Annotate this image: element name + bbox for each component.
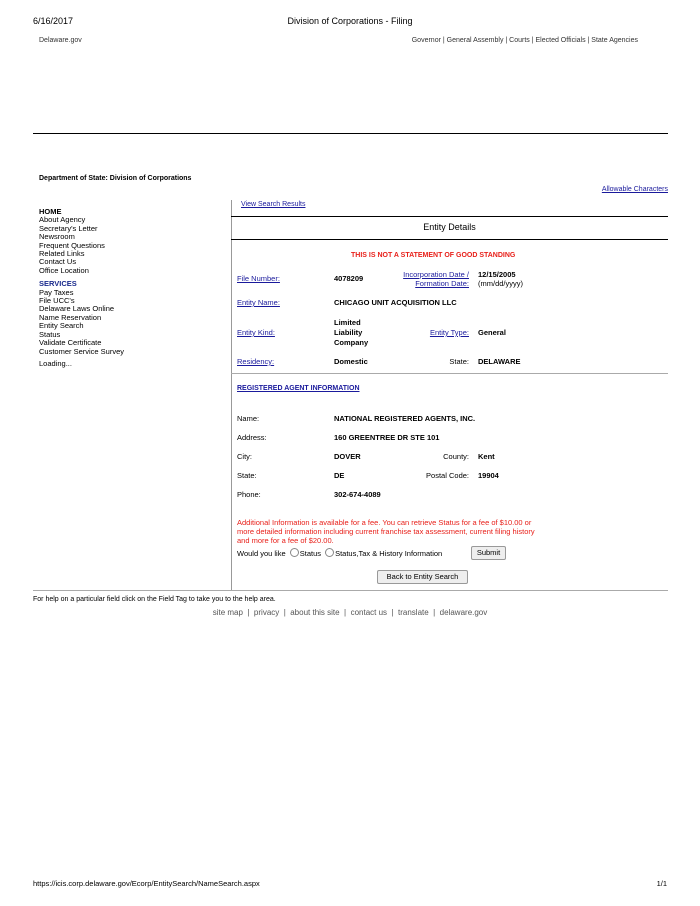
footer-rule [33, 590, 668, 591]
agent-phone-value: 302-674-4089 [334, 490, 381, 499]
agent-county-label: County: [443, 452, 469, 461]
sidebar-item-survey[interactable]: Customer Service Survey [39, 346, 125, 356]
incorporation-date-label-1[interactable]: Incorporation Date / [403, 270, 469, 279]
sidebar-item-status[interactable]: Status [39, 329, 61, 339]
registered-agent-heading[interactable]: REGISTERED AGENT INFORMATION [237, 385, 360, 392]
agent-city-value: DOVER [334, 452, 361, 461]
services-heading: SERVICES [39, 279, 77, 289]
delaware-gov-footer-link[interactable]: delaware.gov [439, 608, 488, 617]
status-option-label: Status [299, 549, 321, 558]
section-rule [231, 373, 668, 374]
sidebar-item-newsroom[interactable]: Newsroom [39, 232, 75, 242]
entity-type-label[interactable]: Entity Type: [429, 328, 469, 337]
view-search-results-link[interactable]: View Search Results [241, 201, 306, 208]
top-links: Governor | General Assembly | Courts | Elected Officials | State Agencies [411, 37, 638, 44]
governor-link[interactable]: Governor [411, 37, 441, 44]
heading-top-rule [231, 216, 668, 217]
submit-button[interactable]: Submit [471, 546, 506, 560]
heading-bottom-rule [231, 239, 668, 240]
about-site-link[interactable]: about this site [290, 608, 340, 617]
status-radio[interactable] [290, 548, 299, 557]
back-to-entity-search-button[interactable]: Back to Entity Search [377, 570, 468, 584]
agent-county-value: Kent [478, 452, 495, 461]
incorporation-date-label-2[interactable]: Formation Date: [415, 279, 469, 288]
contact-us-link[interactable]: contact us [350, 608, 388, 617]
agent-name-value: NATIONAL REGISTERED AGENTS, INC. [334, 414, 476, 423]
site-map-link[interactable]: site map [212, 608, 243, 617]
incorporation-date-format: (mm/dd/yyyy) [478, 279, 523, 288]
dept-title: Department of State: Division of Corporations [39, 175, 192, 182]
delaware-gov-link[interactable]: Delaware.gov [39, 37, 82, 44]
status-tax-history-radio[interactable] [325, 548, 334, 557]
agent-phone-label: Phone: [237, 490, 261, 499]
print-url: https://icis.corp.delaware.gov/Ecorp/EntitySearch/NameSearch.aspx [33, 879, 260, 888]
privacy-link[interactable]: privacy [253, 608, 280, 617]
entity-kind-value: Limited Liability Company [334, 318, 369, 347]
translate-link[interactable]: translate [398, 608, 429, 617]
sidebar-item-name-reservation[interactable]: Name Reservation [39, 312, 102, 322]
agent-state-value: DE [334, 471, 345, 480]
entity-name-label[interactable]: Entity Name: [237, 298, 280, 307]
would-you-like-label: Would you like [237, 549, 286, 558]
sidebar-item-validate[interactable]: Validate Certificate [39, 338, 102, 348]
print-title: Division of Corporations - Filing [287, 16, 413, 26]
print-date: 6/16/2017 [33, 16, 74, 26]
state-agencies-link[interactable]: State Agencies [591, 37, 638, 44]
state-value: DELAWARE [478, 357, 521, 366]
agent-state-label: State: [237, 471, 257, 480]
sidebar-item-file-ucc[interactable]: File UCC's [39, 296, 75, 306]
help-text: For help on a particular field click on the Field Tag to take you to the help area. [33, 596, 276, 603]
agent-city-label: City: [237, 452, 252, 461]
elected-officials-link[interactable]: Elected Officials [535, 37, 586, 44]
file-number-value: 4078209 [334, 274, 364, 283]
sidebar-item-faq[interactable]: Frequent Questions [39, 240, 105, 250]
entity-type-value: General [478, 328, 506, 337]
agent-name-label: Name: [237, 414, 260, 423]
residency-value: Domestic [334, 357, 368, 366]
sidebar-item-laws[interactable]: Delaware Laws Online [39, 304, 115, 314]
good-standing-notice: THIS IS NOT A STATEMENT OF GOOD STANDING [351, 252, 516, 259]
additional-info-text: Additional Information is available for a fee. You can retrieve Status for a fee of $10.00 or more detailed information including current franchise tax assessment, current filing history and more for a fee of $20.00. [237, 518, 535, 545]
sidebar-item-contact[interactable]: Contact Us [39, 257, 77, 267]
loading-text: Loading... [39, 358, 72, 368]
incorporation-date-value: 12/15/2005 [478, 270, 516, 279]
entity-details-heading: Entity Details [423, 222, 476, 232]
status-tax-history-option-label: Status,Tax & History Information [335, 549, 443, 558]
file-number-label[interactable]: File Number: [237, 274, 280, 283]
sidebar-item-secretary-letter[interactable]: Secretary's Letter [39, 223, 98, 233]
residency-label[interactable]: Residency: [237, 357, 275, 366]
courts-link[interactable]: Courts [509, 37, 530, 44]
sidebar-item-pay-taxes[interactable]: Pay Taxes [39, 287, 74, 297]
banner-divider [33, 133, 668, 134]
footer-links: site map | privacy | about this site | contact us | translate | delaware.gov [212, 608, 488, 617]
sidebar-item-office[interactable]: Office Location [39, 265, 89, 275]
agent-postal-value: 19904 [478, 471, 499, 480]
content-divider [231, 200, 232, 590]
agent-postal-label: Postal Code: [426, 471, 469, 480]
agent-address-value: 160 GREENTREE DR STE 101 [334, 433, 440, 442]
entity-kind-label[interactable]: Entity Kind: [237, 328, 275, 337]
fee-options [237, 548, 442, 558]
entity-name-value: CHICAGO UNIT ACQUISITION LLC [334, 298, 457, 307]
allowable-characters-link[interactable]: Allowable Characters [601, 186, 668, 193]
state-label: State: [449, 357, 469, 366]
general-assembly-link[interactable]: General Assembly [446, 37, 504, 44]
sidebar [39, 208, 124, 368]
sidebar-item-home[interactable]: HOME [39, 207, 62, 216]
sidebar-item-about[interactable]: About Agency [39, 215, 86, 225]
print-page-number: 1/1 [656, 879, 667, 888]
agent-address-label: Address: [237, 433, 267, 442]
sidebar-item-entity-search[interactable]: Entity Search [39, 321, 84, 331]
sidebar-item-related-links[interactable]: Related Links [39, 249, 85, 259]
